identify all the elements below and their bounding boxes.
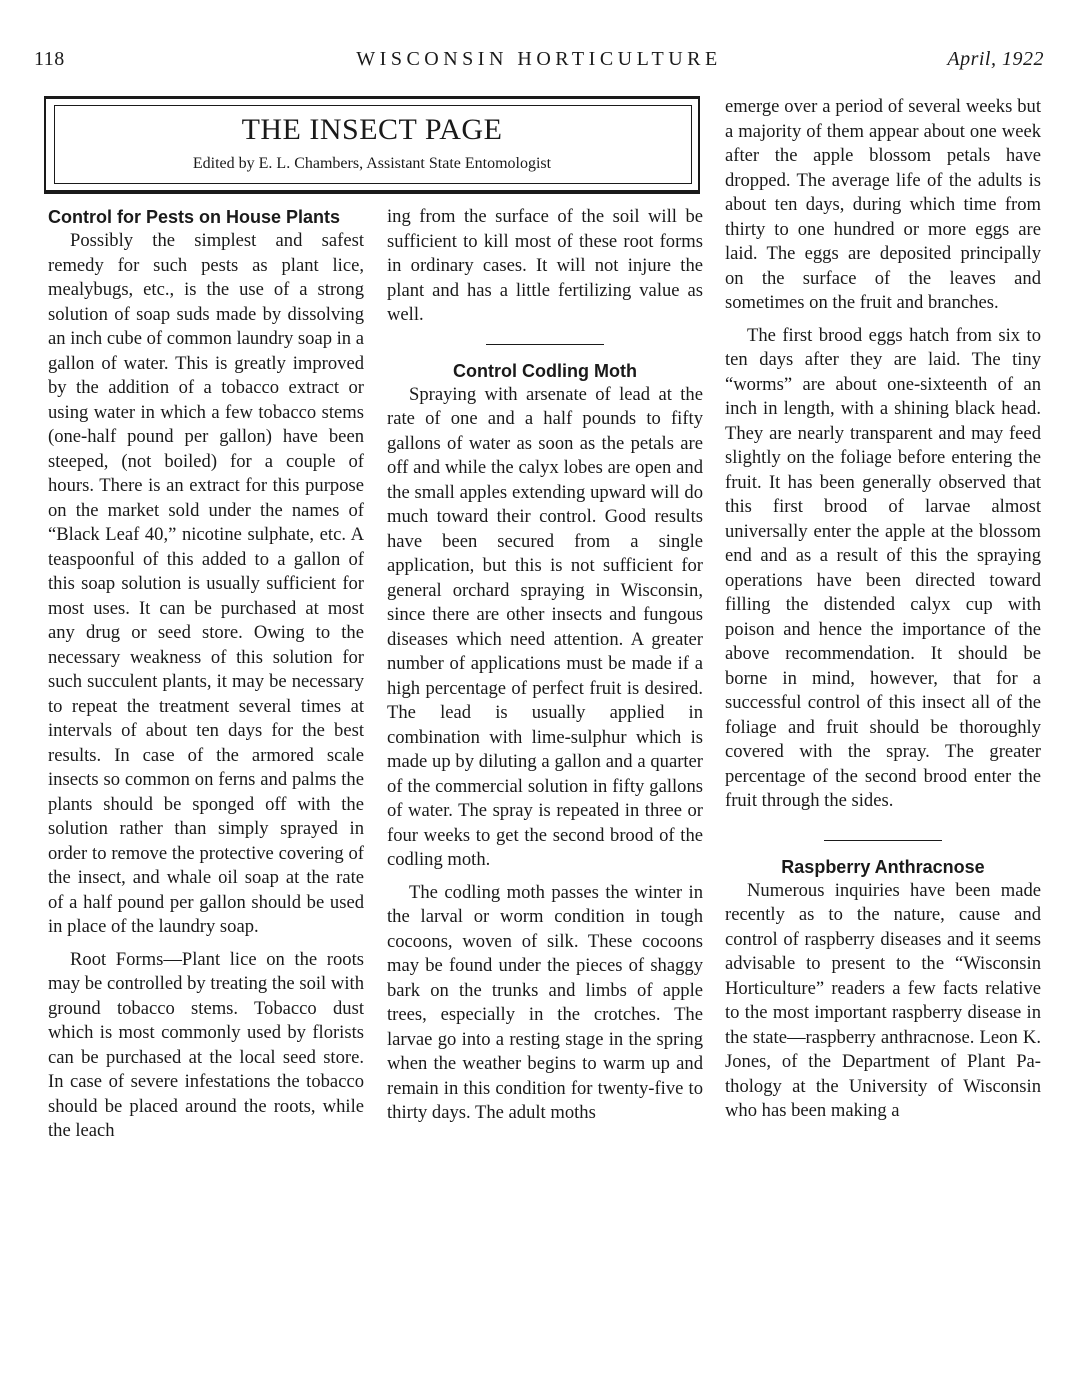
paragraph: Possibly the simplest and safest remedy for such pests as plant lice, mealybugs, etc., is the use of a strong solution of soap suds made by dissolving an inch cube of common laundry soap in a gallon of water. This is greatly improved by the addition of a tobacco extract or using water in which a few tobacco stems (one-half pound per gallon) have been steeped, (not boiled) for a couple of hours. There is an extract for this purpose on the market sold under the names of “Black Leaf 40,” nicotine sulphate, etc. A teaspoonful of this added to a gallon of this soap solution is usually sufficient for most uses. It can be purchased at most any drug or seed store. Owing to the necessary weakness of this solution for such succulent plants, it may be necessary to repeat the treatment several times at intervals of about ten days for the best results. In case of the armored scale insects so common on ferns and palms the plants should be sponged off with the solution rather than simply sprayed in order to remove the protective covering of the insect, and whale oil soap at the rate of a half pound per gallon should be used in place of the laundry soap. — [48, 230, 365, 937]
paragraph-continued: ing from the surface of the soil will be sufficient to kill most of these root forms in ordinary cases. It will not injure the plant and has a little fertilizing value as well. — [387, 206, 703, 325]
column-1 — [48, 205, 364, 1144]
page-title: THE INSECT PAGE — [241, 113, 503, 146]
paragraph: Numerous inquiries have been made recently as to the nature, cause and control of raspberry diseases and it seems advisable to present to the “Wisconsin Horticulture” readers a few facts relative to the most important raspberry disease in the state—raspberry anthracnose. Leon K. Jones, of the Department of Plant Pathology at the University of Wisconsin who has been making a — [725, 879, 1041, 1121]
editor-credit: Edited by E. L. Chambers, Assistant State Entomologist — [192, 155, 552, 172]
journal-title: WISCONSIN HORTICULTURE — [356, 48, 722, 70]
paragraph: The codling moth passes the winter in the larval or worm condition in tough cocoons, woven of silk. These cocoons may be found under the pieces of shaggy bark on the trunks and limbs of apple trees, especially in the crotches. The larvae go into a resting stage in the spring when the weather begins to warm up and remain in this condition for twenty-five to thirty days. The adult moths — [387, 881, 703, 1123]
section-divider — [824, 840, 942, 841]
section-divider — [486, 344, 604, 345]
article-heading-codling-moth: Control Codling Moth — [453, 360, 637, 381]
insect-page-title-box — [44, 96, 700, 194]
article-heading-raspberry-anthracnose: Raspberry Anthracnose — [781, 856, 985, 877]
article-heading-house-plants: Control for Pests on House Plants — [48, 207, 341, 227]
page-number: 118 — [34, 48, 65, 70]
paragraph-continued: emerge over a period of several weeks but a majority of them appear about one week after the apple blossom petals have dropped. The average life of the adults is about ten days, during which time from thirty to one hundred or more eggs are laid. The eggs are deposited principally on the surface of the leaves and sometimes on the fruit and branches. — [725, 96, 1041, 313]
running-head — [34, 48, 1044, 74]
column-2 — [387, 205, 703, 1126]
paragraph: The first brood eggs hatch from six to ten days after they are laid. The tiny “worms” are about one-sixteenth of an inch in length, with a shining black head. They are nearly transparent and may feed slightly on the foliage before entering the fruit. It has been generally observed that this first brood of larvae almost universally enter the apple at the blossom end and as a result of this the spraying operations have been directed toward filling the distended calyx cup with poison and hence the importance of the above recommendation. It should be borne in mind, however, that for a successful control of this insect all of the foliage and fruit should be thoroughly covered with the spray. The greater percentage of the second brood enter the fruit through the sides. — [725, 324, 1041, 811]
issue-date: April, 1922 — [947, 48, 1044, 70]
paragraph: Root Forms—Plant lice on the roots may be controlled by treating the soil with ground tobacco stems. Tobacco dust which is most commonly used by florists can be purchased at the local seed store. In case of severe infestations the tobacco should be placed around the roots, while the leach — [48, 948, 364, 1141]
paragraph: Spraying with arsenate of lead at the rate of one and a half pounds to fifty gallons of water as soon as the petals are off and while the calyx lobes are open and the small apples extending upward will do much toward their control. Good results have been secured from a single application, but this is not sufficient for general orchard spraying in Wisconsin, since there are other insects and fungous diseases which need attention. A greater number of applications must be made if a high percentage of perfect fruit is desired. The lead is usually applied in combination with lime-sulphur which is made up by diluting a gallon and a quarter of the commercial solution in fifty gallons of water. The spray is repeated in three or four weeks to get the second brood of the codling moth. — [387, 383, 703, 870]
column-3 — [725, 95, 1041, 1124]
